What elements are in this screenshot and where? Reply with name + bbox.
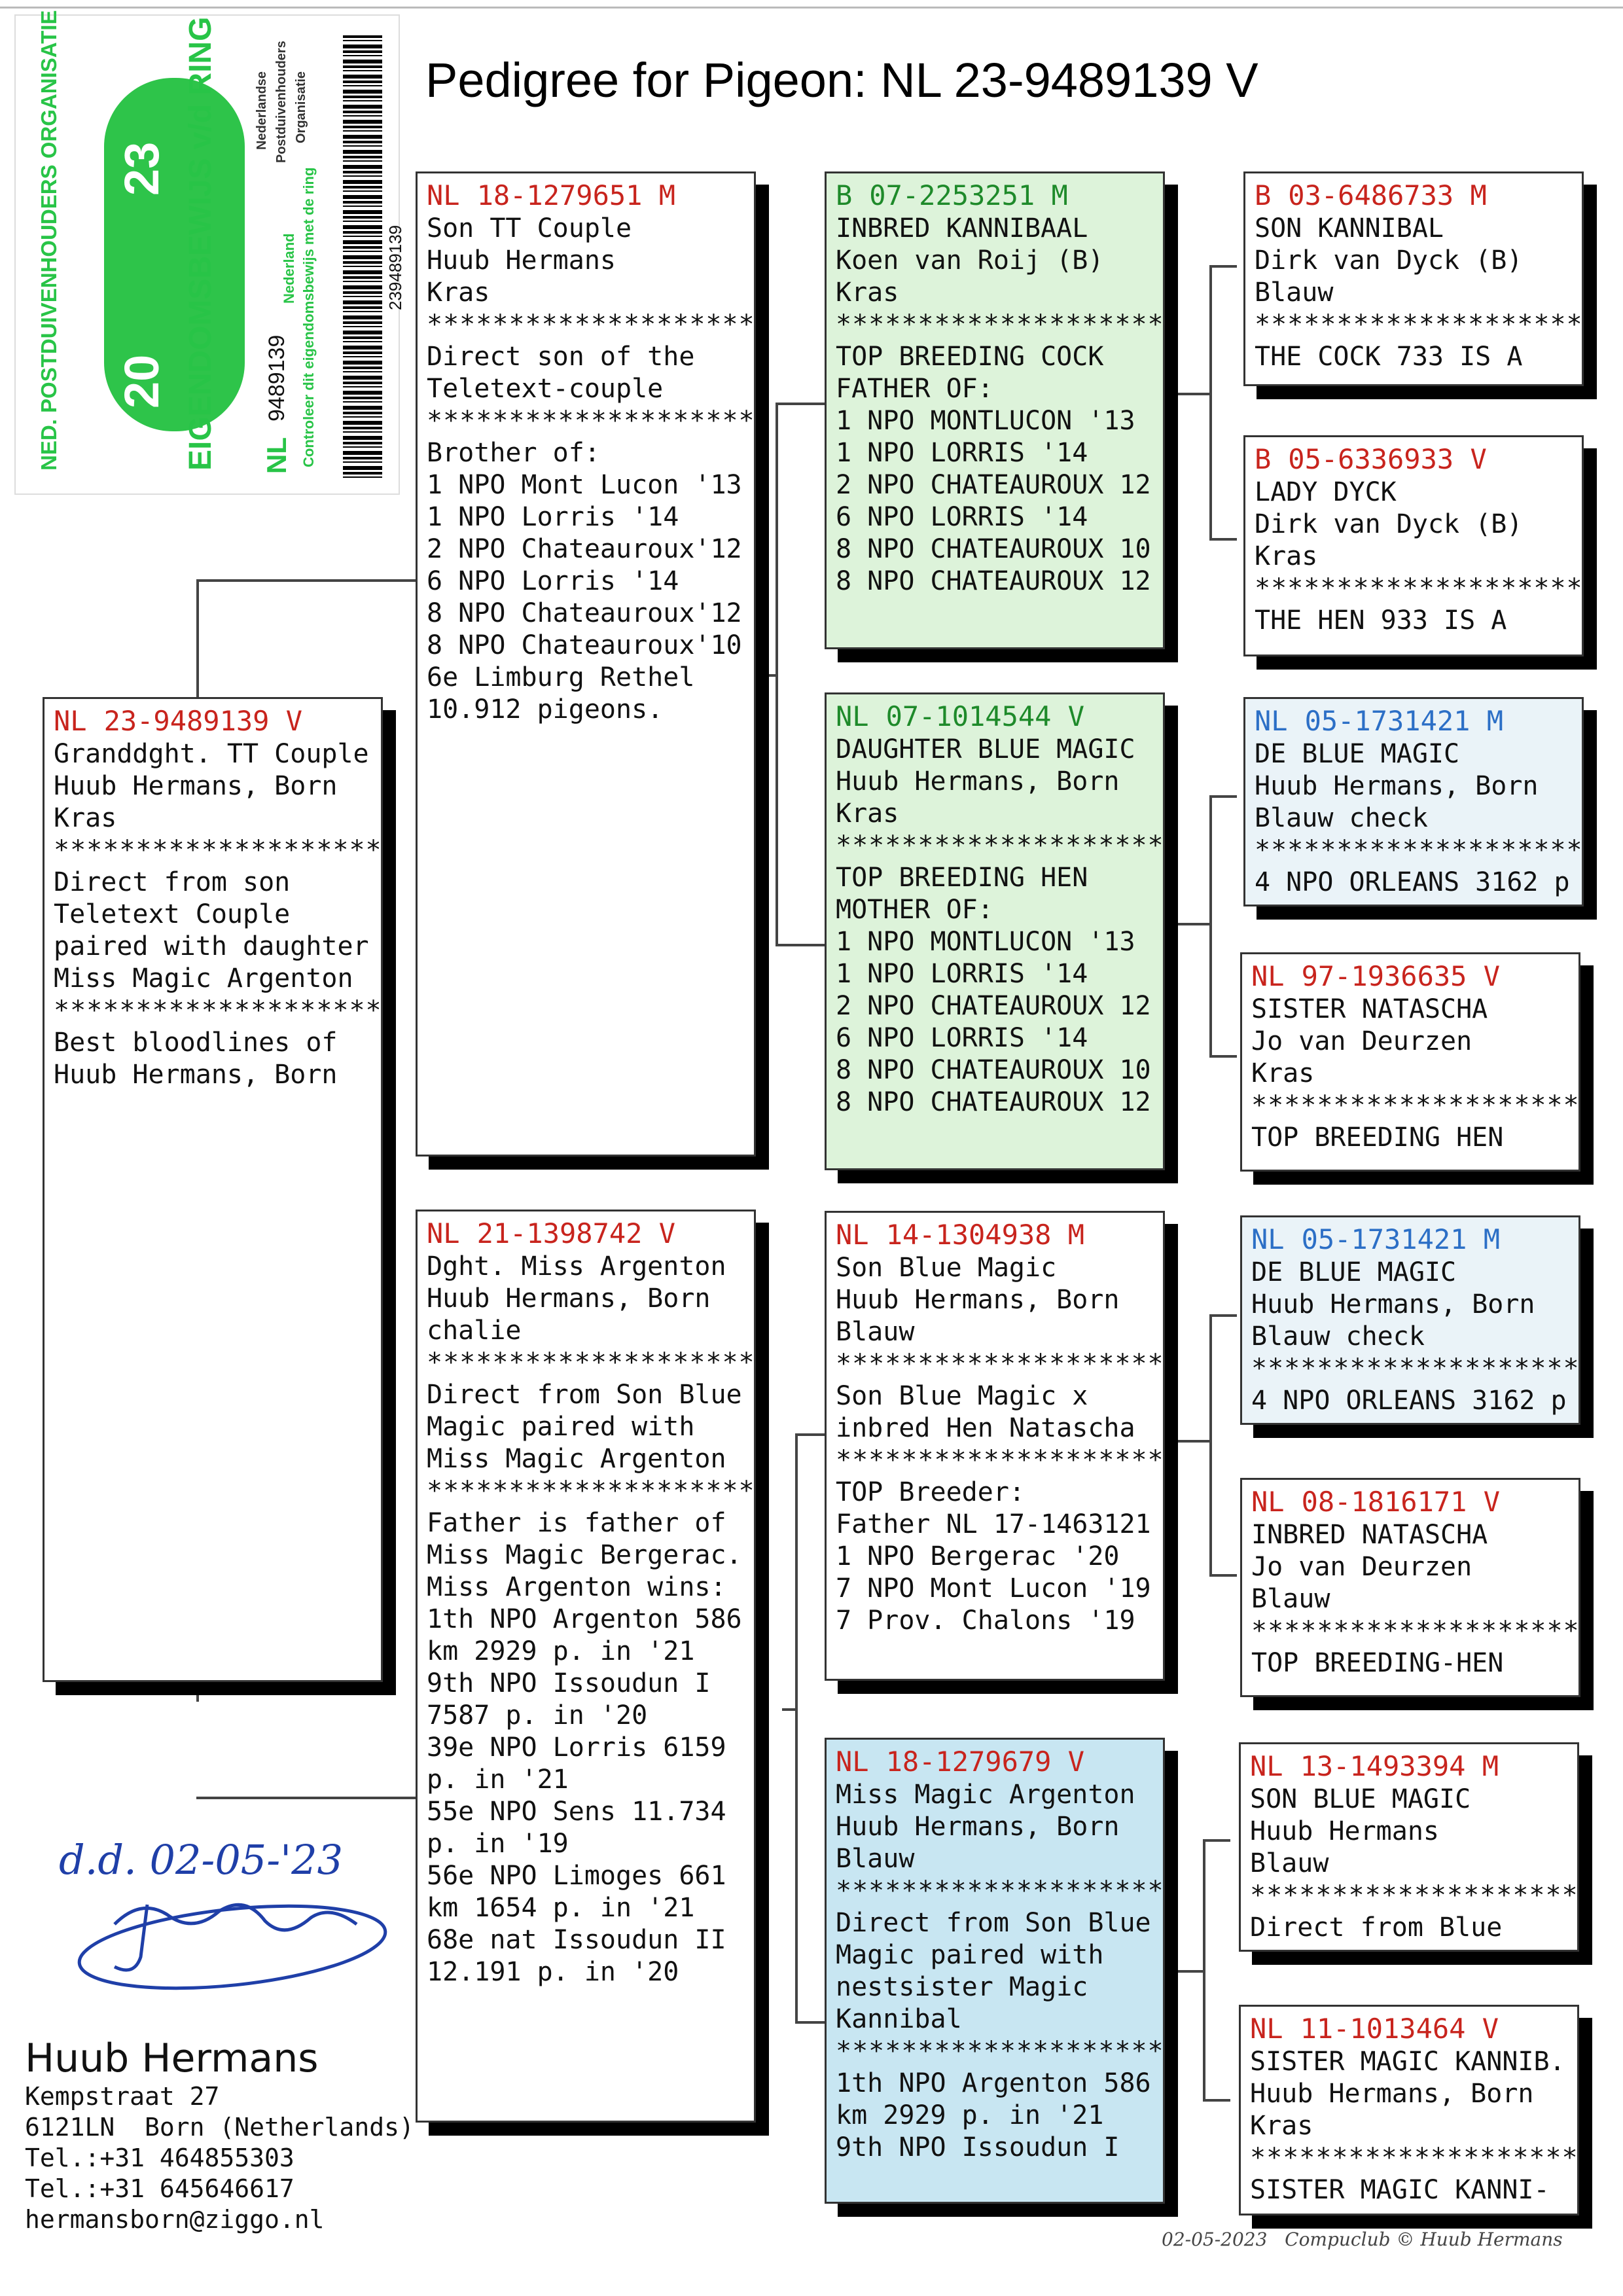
connector — [1209, 1314, 1237, 1317]
card-text-line: SISTER MAGIC KANNIB. — [1250, 2047, 1565, 2077]
card-text-line: Direct from Son Blue — [427, 1380, 742, 1410]
ring-number: NL 18-1279679 V — [836, 1746, 1085, 1778]
card-text-line: Blauw check — [1255, 803, 1428, 833]
card-text-line: 8 NPO CHATEAUROUX 12 — [836, 1087, 1151, 1117]
card-text-line: MOTHER OF: — [836, 895, 993, 925]
connector — [196, 579, 416, 582]
card-text-line: 1 NPO LORRIS '14 — [836, 959, 1088, 989]
card-text-line: paired with daughter — [54, 931, 369, 961]
separator-line: ******************** — [427, 1348, 755, 1378]
ring-number: NL 11-1013464 V — [1250, 2013, 1499, 2045]
card-text-line: Jo van Deurzen — [1251, 1552, 1472, 1582]
sticker-ring-number: 9489139 — [264, 334, 289, 422]
card-text-line: DE BLUE MAGIC — [1255, 739, 1460, 769]
card-text-line: Brother of: — [427, 438, 600, 468]
connector — [1209, 265, 1212, 540]
pigeon-card-dam-sire[interactable] — [825, 1211, 1165, 1681]
connector — [1209, 1055, 1237, 1058]
card-text-line: INBRED KANNIBAAL — [836, 213, 1088, 243]
connector — [1178, 393, 1212, 395]
ring-number: B 03-6486733 M — [1255, 179, 1487, 211]
connector — [795, 1433, 798, 2022]
separator-line: ******************** — [836, 310, 1164, 340]
pigeon-card-sdd[interactable] — [1240, 952, 1580, 1172]
card-text-line: Miss Magic Argenton — [836, 1780, 1135, 1810]
card-text-line: Kras — [1255, 541, 1318, 571]
sticker-npo-2: Postduivenhouders — [274, 41, 289, 163]
card-text-line: Son Blue Magic x — [836, 1381, 1088, 1411]
ring-number: B 05-6336933 V — [1255, 443, 1487, 475]
separator-line: ******************** — [836, 1349, 1164, 1379]
card-text-line: p. in '19 — [427, 1829, 569, 1859]
card-text-line: TOP Breeder: — [836, 1477, 1025, 1507]
sticker-org-text: NED. POSTDUIVENHOUDERS ORGANISATIE — [37, 10, 61, 471]
connector — [1209, 265, 1237, 268]
card-text-line: SON KANNIBAL — [1255, 213, 1444, 243]
card-text-line: Direct from Son Blue — [836, 1908, 1151, 1938]
card-text-line: Huub Hermans — [427, 245, 616, 276]
card-text-line: Dirk van Dyck (B) — [1255, 245, 1523, 276]
connector — [1209, 795, 1212, 1057]
card-text-line: 10.912 pigeons. — [427, 694, 664, 725]
sticker-nederland: Nederland — [281, 233, 297, 304]
card-text-line: TOP BREEDING-HEN — [1251, 1648, 1504, 1678]
connector — [776, 403, 825, 405]
card-text-line: TOP BREEDING HEN — [1251, 1122, 1504, 1153]
card-text-line: TOP BREEDING COCK — [836, 342, 1104, 372]
pigeon-card-dss[interactable] — [1240, 1215, 1580, 1425]
card-text-line: 4 NPO ORLEANS 3162 p — [1251, 1386, 1567, 1416]
card-text-line: Huub Hermans, Born — [54, 1060, 338, 1090]
phone-line: Tel.:+31 645646617 — [25, 2174, 294, 2203]
card-text-line: 56e NPO Limoges 661 — [427, 1861, 726, 1891]
card-text-line: nestsister Magic — [836, 1972, 1088, 2002]
card-text-line: 68e nat Issoudun II — [427, 1925, 726, 1955]
card-lines — [1255, 213, 1583, 373]
card-text-line: Kras — [1250, 2111, 1313, 2141]
card-text-line: THE COCK 733 IS A — [1255, 342, 1523, 372]
card-text-line: 1 NPO MONTLUCON '13 — [836, 406, 1135, 436]
breeder-name: Huub Hermans — [25, 2036, 319, 2081]
sticker-cert-text: EIGENDOMSBEWIJS v/d RING — [183, 16, 218, 471]
card-text-line: 2 NPO CHATEAUROUX 12 — [836, 991, 1151, 1021]
card-text-line: 1 NPO LORRIS '14 — [836, 438, 1088, 468]
connector — [1209, 1314, 1212, 1576]
phone-line: Tel.:+31 464855303 — [25, 2144, 294, 2172]
card-text-line: 6 NPO Lorris '14 — [427, 566, 679, 596]
card-text-line: 9th NPO Issoudun I — [427, 1668, 711, 1698]
card-text-line: Koen van Roij (B) — [836, 245, 1104, 276]
ring-number: NL 07-1014544 V — [836, 700, 1085, 732]
sticker-control-text: Controleer dit eigendomsbewijs met de ring — [300, 167, 317, 467]
card-text-line: INBRED NATASCHA — [1251, 1520, 1488, 1550]
card-text-line: Teletext-couple — [427, 374, 664, 404]
card-text-line: Direct son of the — [427, 342, 695, 372]
card-lines — [1255, 476, 1583, 637]
separator-line: ******************** — [427, 1476, 755, 1506]
ring-number: NL 23-9489139 V — [54, 705, 303, 737]
card-text-line: Dirk van Dyck (B) — [1255, 509, 1523, 539]
card-lines — [836, 734, 1164, 1119]
card-text-line: 39e NPO Lorris 6159 — [427, 1732, 726, 1763]
card-text-line: 8 NPO Chateauroux'10 — [427, 630, 742, 660]
pigeon-card-ddd[interactable] — [1239, 2005, 1579, 2215]
separator-line: ******************** — [1255, 310, 1583, 340]
address-line: 6121LN Born (Netherlands) — [25, 2113, 414, 2142]
card-text-line: 6 NPO LORRIS '14 — [836, 1023, 1088, 1053]
card-text-line: Blauw — [1255, 278, 1334, 308]
card-text-line: Blauw — [836, 1844, 915, 1874]
pigeon-card-subject[interactable] — [43, 697, 383, 1682]
card-text-line: Kras — [427, 278, 490, 308]
pigeon-card-dds[interactable] — [1239, 1742, 1579, 1952]
card-text-line: 8 NPO CHATEAUROUX 10 — [836, 1055, 1151, 1085]
card-text-line: Kras — [836, 798, 899, 829]
ring-number: NL 21-1398742 V — [427, 1217, 676, 1249]
pigeon-card-sire-sire[interactable] — [825, 171, 1165, 649]
pigeon-card-dam[interactable] — [416, 1210, 756, 2123]
card-lines — [1255, 738, 1583, 899]
separator-line: ******************** — [1250, 1880, 1578, 1910]
card-text-line: 7587 p. in '20 — [427, 1700, 648, 1731]
card-text-line: 7 Prov. Chalons '19 — [836, 1605, 1135, 1636]
card-text-line: Father is father of — [427, 1508, 726, 1538]
top-rule — [0, 7, 1623, 9]
card-text-line: Huub Hermans, Born — [427, 1283, 711, 1314]
card-text-line: SISTER NATASCHA — [1251, 994, 1488, 1024]
card-text-line: Father NL 17-1463121 — [836, 1509, 1151, 1539]
sticker-npo-1: Nederlandse — [255, 71, 269, 150]
connector — [1203, 2099, 1230, 2102]
separator-line: ******************** — [836, 831, 1164, 861]
separator-line: ******************** — [1255, 835, 1583, 865]
card-text-line: Granddght. TT Couple — [54, 739, 369, 769]
ring-ownership-certificate — [14, 10, 405, 495]
connector — [1209, 538, 1237, 541]
card-text-line: SISTER MAGIC KANNI- — [1250, 2175, 1550, 2205]
pigeon-card-sire-dam[interactable] — [825, 692, 1165, 1170]
card-lines — [1250, 2046, 1578, 2206]
card-text-line: Miss Magic Bergerac. — [427, 1540, 742, 1570]
card-lines — [1250, 1784, 1578, 1944]
separator-line: ******************** — [1255, 573, 1583, 603]
pigeon-card-sss[interactable] — [1243, 171, 1584, 386]
ring-number: NL 14-1304938 M — [836, 1219, 1085, 1251]
separator-line: ******************** — [1251, 1616, 1580, 1646]
card-text-line: 4 NPO ORLEANS 3162 p — [1255, 867, 1570, 897]
card-text-line: Huub Hermans, Born — [54, 771, 338, 801]
sticker-year-bottom: 20 — [115, 354, 169, 408]
card-text-line: Huub Hermans, Born — [836, 766, 1120, 797]
breeder-address — [25, 2036, 414, 2235]
separator-line: ******************** — [1251, 1354, 1580, 1384]
connector — [196, 1797, 416, 1799]
card-lines — [1251, 994, 1580, 1154]
ring-number: NL 18-1279651 M — [427, 179, 676, 211]
card-text-line: Blauw — [1250, 1848, 1329, 1878]
card-text-line: Huub Hermans, Born — [1251, 1289, 1535, 1319]
page-title: Pedigree for Pigeon: NL 23-9489139 V — [425, 53, 1258, 107]
card-text-line: Son Blue Magic — [836, 1253, 1057, 1283]
pigeon-card-sds[interactable] — [1243, 697, 1584, 906]
card-text-line: 55e NPO Sens 11.734 — [427, 1797, 726, 1827]
card-text-line: km 2929 p. in '21 — [836, 2100, 1104, 2130]
sticker-barcode — [343, 35, 382, 480]
ring-number: NL 05-1731421 M — [1255, 705, 1504, 737]
card-text-line: 8 NPO CHATEAUROUX 12 — [836, 566, 1151, 596]
card-text-line: Dght. Miss Argenton — [427, 1251, 726, 1282]
card-text-line: Jo van Deurzen — [1251, 1026, 1472, 1056]
card-lines — [1251, 1257, 1580, 1417]
card-text-line: Blauw — [836, 1317, 915, 1347]
separator-line: ******************** — [427, 406, 755, 436]
card-text-line: THE HEN 933 IS A — [1255, 605, 1507, 636]
card-lines — [427, 1251, 755, 1988]
sticker-npo-3: Organisatie — [294, 71, 308, 143]
card-lines — [836, 1779, 1164, 2164]
connector — [795, 1433, 825, 1436]
card-text-line: Blauw check — [1251, 1321, 1425, 1352]
card-text-line: Huub Hermans, Born — [1255, 771, 1539, 801]
ring-number: NL 05-1731421 M — [1251, 1223, 1501, 1255]
ring-number: NL 13-1493394 M — [1250, 1750, 1499, 1782]
connector — [762, 674, 778, 677]
connector — [782, 1708, 798, 1711]
card-text-line: Magic paired with — [836, 1940, 1104, 1970]
ring-number: NL 97-1936635 V — [1251, 960, 1501, 992]
pigeon-card-dsd[interactable] — [1240, 1478, 1580, 1697]
card-text-line: SON BLUE MAGIC — [1250, 1784, 1471, 1814]
card-text-line: Son TT Couple — [427, 213, 632, 243]
card-text-line: chalie — [427, 1316, 522, 1346]
card-text-line: LADY DYCK — [1255, 477, 1397, 507]
sticker-barcode-number: 239489139 — [385, 224, 405, 310]
connector — [1203, 1839, 1230, 1842]
card-text-line: Magic paired with — [427, 1412, 695, 1442]
separator-line: ******************** — [1250, 2143, 1578, 2173]
sticker-year-top: 23 — [115, 141, 169, 196]
card-text-line: Huub Hermans, Born — [836, 1812, 1120, 1842]
connector — [196, 579, 199, 707]
connector — [1209, 1574, 1237, 1577]
card-text-line: 1 NPO Mont Lucon '13 — [427, 470, 742, 500]
card-text-line: inbred Hen Natascha — [836, 1413, 1135, 1443]
card-text-line: Kannibal — [836, 2004, 962, 2034]
card-text-line: Teletext Couple — [54, 899, 291, 929]
card-lines — [836, 1252, 1164, 1637]
card-text-line: km 1654 p. in '21 — [427, 1893, 695, 1923]
email-link[interactable]: hermansborn@ziggo.nl — [25, 2205, 325, 2234]
separator-line: ******************** — [54, 835, 382, 865]
card-text-line: DE BLUE MAGIC — [1251, 1257, 1457, 1287]
card-lines — [427, 213, 755, 726]
card-text-line: Direct from Blue — [1250, 1912, 1503, 1943]
card-text-line: 6 NPO LORRIS '14 — [836, 502, 1088, 532]
connector — [795, 2021, 825, 2024]
card-text-line: TOP BREEDING HEN — [836, 863, 1088, 893]
card-text-line: 1 NPO Lorris '14 — [427, 502, 679, 532]
card-text-line: Huub Hermans, Born — [836, 1285, 1120, 1315]
card-text-line: 1 NPO Bergerac '20 — [836, 1541, 1120, 1571]
card-lines — [1251, 1519, 1580, 1679]
signature-date: d.d. 02-05-'23 — [59, 1836, 344, 1884]
card-text-line: FATHER OF: — [836, 374, 993, 404]
card-text-line: Miss Magic Argenton — [54, 963, 353, 994]
handwritten-signature — [69, 1885, 409, 1996]
card-lines — [54, 738, 382, 1091]
card-text-line: Huub Hermans, Born — [1250, 2079, 1534, 2109]
card-text-line: Blauw — [1251, 1584, 1330, 1614]
card-text-line: 2 NPO CHATEAUROUX 12 — [836, 470, 1151, 500]
card-text-line: Huub Hermans — [1250, 1816, 1439, 1846]
card-text-line: 8 NPO CHATEAUROUX 10 — [836, 534, 1151, 564]
card-text-line: Kras — [1251, 1058, 1315, 1088]
pigeon-card-sire[interactable] — [416, 171, 756, 1157]
card-text-line: 8 NPO Chateauroux'12 — [427, 598, 742, 628]
card-lines — [836, 213, 1164, 598]
connector — [196, 1682, 199, 1702]
ring-number: NL 08-1816171 V — [1251, 1486, 1501, 1518]
card-text-line: Kras — [54, 803, 117, 833]
card-text-line: 1 NPO MONTLUCON '13 — [836, 927, 1135, 957]
card-text-line: 7 NPO Mont Lucon '19 — [836, 1573, 1151, 1604]
card-text-line: 1th NPO Argenton 586 — [836, 2068, 1151, 2098]
sticker-country: NL — [261, 437, 292, 474]
card-text-line: 12.191 p. in '20 — [427, 1957, 679, 1987]
card-text-line: Kras — [836, 278, 899, 308]
ring-number: B 07-2253251 M — [836, 179, 1068, 211]
connector — [1178, 923, 1212, 925]
card-text-line: km 2929 p. in '21 — [427, 1636, 695, 1666]
card-text-line: 1th NPO Argenton 586 — [427, 1604, 742, 1634]
separator-line: ******************** — [427, 310, 755, 340]
card-text-line: 6e Limburg Rethel — [427, 662, 695, 692]
connector — [1209, 795, 1237, 798]
footer-credit: 02-05-2023 Compuclub © Huub Hermans — [1162, 2229, 1563, 2250]
connector — [776, 944, 825, 946]
separator-line: ******************** — [836, 1445, 1164, 1475]
card-text-line: Miss Magic Argenton — [427, 1444, 726, 1474]
card-text-line: Miss Argenton wins: — [427, 1572, 726, 1602]
separator-line: ******************** — [1251, 1090, 1580, 1121]
connector — [1178, 1440, 1212, 1443]
card-text-line: Direct from son — [54, 867, 291, 897]
card-text-line: 9th NPO Issoudun I — [836, 2132, 1120, 2162]
card-text-line: Best bloodlines of — [54, 1028, 338, 1058]
separator-line: ******************** — [54, 996, 382, 1026]
address-line: Kempstraat 27 — [25, 2082, 220, 2111]
card-text-line: DAUGHTER BLUE MAGIC — [836, 734, 1135, 764]
pigeon-card-dam-dam[interactable] — [825, 1738, 1165, 2204]
connector — [1178, 1970, 1205, 1973]
card-text-line: 2 NPO Chateauroux'12 — [427, 534, 742, 564]
card-text-line: p. in '21 — [427, 1765, 569, 1795]
separator-line: ******************** — [836, 2036, 1164, 2066]
pigeon-card-ssd[interactable] — [1243, 435, 1584, 656]
separator-line: ******************** — [836, 1876, 1164, 1906]
